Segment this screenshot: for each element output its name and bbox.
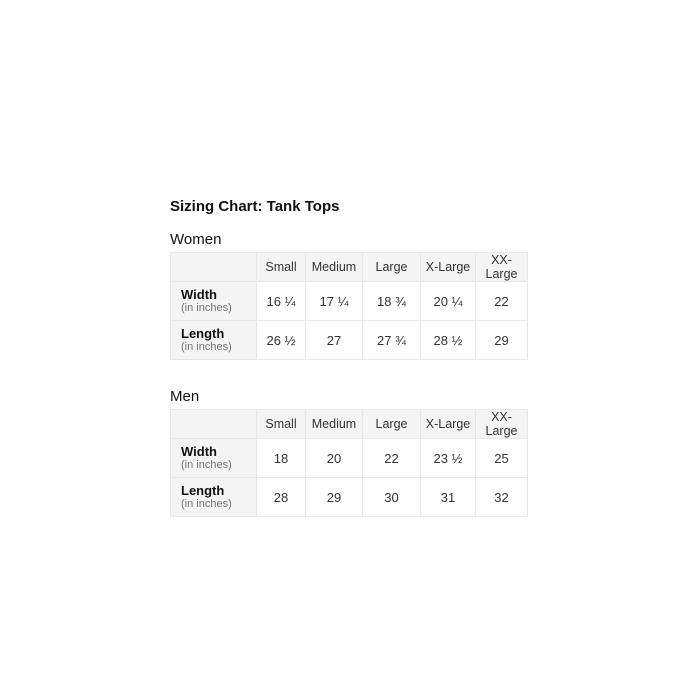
women-width-label-cell: [171, 282, 257, 321]
women-width-xxlarge: 22: [476, 282, 528, 321]
men-width-large: 22: [363, 439, 421, 478]
men-header-row: [171, 410, 528, 439]
men-header-xxlarge: XX-Large: [476, 410, 528, 439]
women-header-xxlarge: XX-Large: [476, 253, 528, 282]
men-width-xxlarge: 25: [476, 439, 528, 478]
row-label: Width: [181, 444, 217, 459]
row-label: Width: [181, 287, 217, 302]
women-length-xxlarge: 29: [476, 321, 528, 360]
section-heading-women: Women: [170, 231, 222, 248]
women-length-small: 26 ½: [257, 321, 306, 360]
men-length-small: 28: [257, 478, 306, 517]
page-title: Sizing Chart: Tank Tops: [170, 198, 340, 215]
men-length-medium: 29: [306, 478, 363, 517]
men-width-small: 18: [257, 439, 306, 478]
men-length-row: [171, 478, 528, 517]
men-header-small: Small: [257, 410, 306, 439]
women-width-large: 18 ¾: [363, 282, 421, 321]
women-width-small: 16 ¼: [257, 282, 306, 321]
men-header-medium: Medium: [306, 410, 363, 439]
men-length-xxlarge: 32: [476, 478, 528, 517]
women-length-medium: 27: [306, 321, 363, 360]
row-label: Length: [181, 483, 225, 498]
sizing-chart-content: [170, 197, 527, 517]
women-width-row: [171, 282, 528, 321]
men-header-blank-cell: [171, 410, 257, 439]
men-length-large: 30: [363, 478, 421, 517]
women-header-small: Small: [257, 253, 306, 282]
women-length-row: [171, 321, 528, 360]
women-length-label-cell: [171, 321, 257, 360]
men-length-xlarge: 31: [421, 478, 476, 517]
men-header-large: Large: [363, 410, 421, 439]
men-length-label-cell: [171, 478, 257, 517]
women-length-large: 27 ¾: [363, 321, 421, 360]
men-width-xlarge: 23 ½: [421, 439, 476, 478]
row-sublabel: (in inches): [181, 498, 232, 510]
women-header-blank-cell: [171, 253, 257, 282]
row-sublabel: (in inches): [181, 302, 232, 314]
section-heading-men: Men: [170, 388, 200, 405]
men-header-xlarge: X-Large: [421, 410, 476, 439]
women-header-medium: Medium: [306, 253, 363, 282]
women-width-xlarge: 20 ¼: [421, 282, 476, 321]
women-width-medium: 17 ¼: [306, 282, 363, 321]
men-width-label-cell: [171, 439, 257, 478]
row-sublabel: (in inches): [181, 459, 232, 471]
men-width-row: [171, 439, 528, 478]
women-length-xlarge: 28 ½: [421, 321, 476, 360]
men-size-table: [170, 409, 528, 517]
women-size-table: [170, 252, 528, 360]
women-header-large: Large: [363, 253, 421, 282]
men-width-medium: 20: [306, 439, 363, 478]
women-header-row: [171, 253, 528, 282]
row-label: Length: [181, 326, 225, 341]
row-sublabel: (in inches): [181, 341, 232, 353]
women-header-xlarge: X-Large: [421, 253, 476, 282]
